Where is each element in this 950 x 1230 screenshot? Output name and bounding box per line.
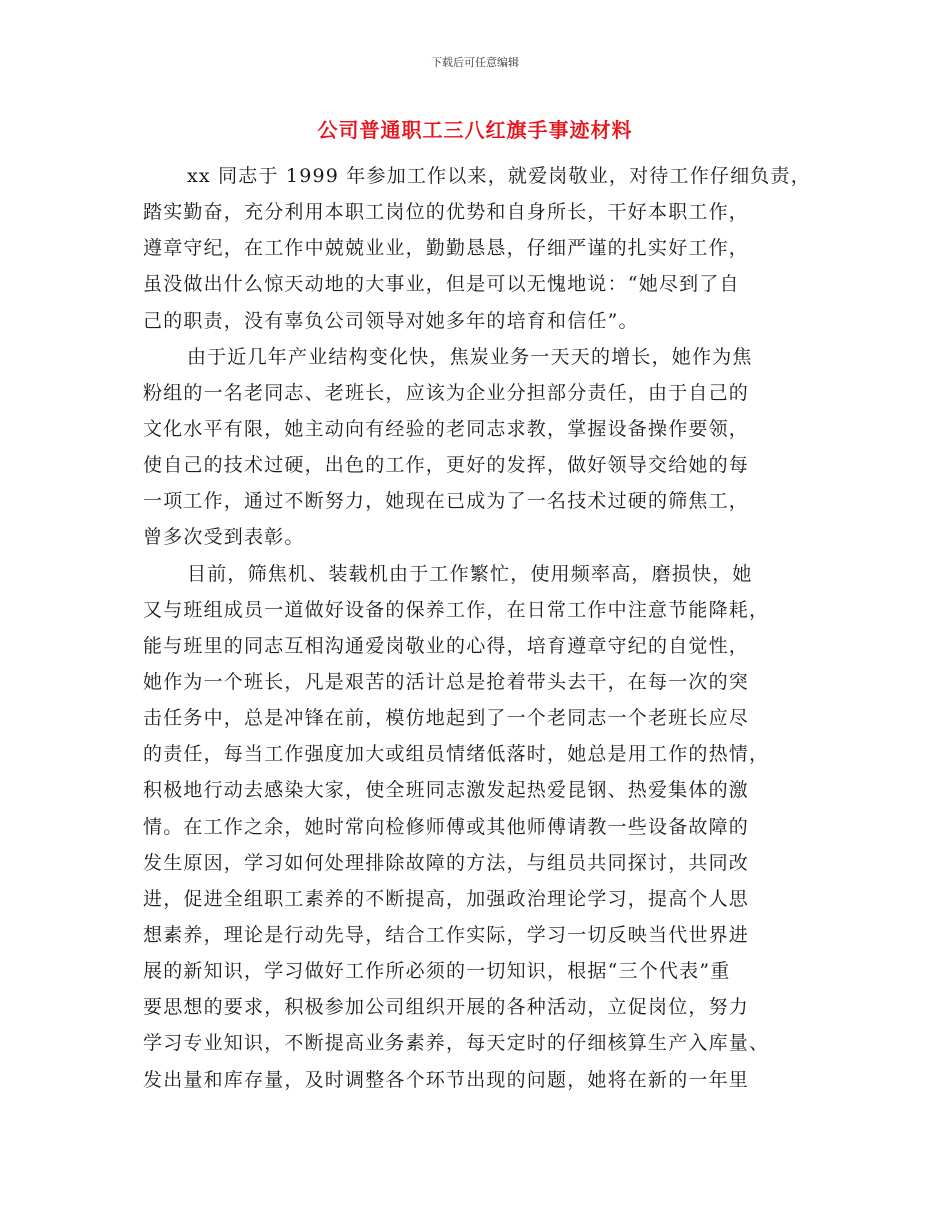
body-line: 的责任，每当工作强度加大或组员情绪低落时，她总是用工作的热情， xyxy=(143,743,770,766)
body-line: 遵章守纪，在工作中兢兢业业，勤勤恳恳，仔细严谨的扎实好工作， xyxy=(143,237,750,260)
body-line: 虽没做出什么惊天动地的大事业，但是可以无愧地说：“她尽到了自 xyxy=(143,273,740,296)
body-line: xx 同志于 1999 年参加工作以来，就爱岗敬业，对待工作仔细负责， xyxy=(187,165,811,187)
body-line: 粉组的一名老同志、老班长，应该为企业分担部分责任，由于自己的 xyxy=(143,381,750,404)
body-line: 踏实勤奋，充分利用本职工岗位的优势和自身所长，干好本职工作， xyxy=(143,201,750,224)
document-title: 公司普通职工三八红旗手事迹材料 xyxy=(317,118,633,142)
body-line: 进，促进全组职工素养的不断提高，加强政治理论学习，提高个人思 xyxy=(143,887,750,910)
document-body xyxy=(143,158,843,1098)
body-line: 学习专业知识，不断提高业务素养，每天定时的仔细核算生产入库量、 xyxy=(143,1032,770,1055)
body-line: 一项工作，通过不断努力，她现在已成为了一名技术过硬的筛焦工， xyxy=(143,490,750,513)
body-line: 发出量和库存量，及时调整各个环节出现的问题，她将在新的一年里 xyxy=(143,1068,750,1091)
body-line: 发生原因，学习如何处理排除故障的方法，与组员共同探讨，共同改 xyxy=(143,851,750,874)
body-line: 情。在工作之余，她时常向检修师傅或其他师傅请教一些设备故障的 xyxy=(143,815,750,838)
body-line: 击任务中，总是冲锋在前，模仿地起到了一个老同志一个老班长应尽 xyxy=(143,707,750,730)
body-line: 展的新知识，学习做好工作所必须的一切知识，根据“三个代表”重 xyxy=(143,960,731,983)
body-line: 她作为一个班长，凡是艰苦的活计总是抢着带头去干，在每一次的突 xyxy=(143,670,750,693)
body-line: 使自己的技术过硬，出色的工作，更好的发挥，做好领导交给她的每 xyxy=(143,454,750,477)
body-line: 积极地行动去感染大家，使全班同志激发起热爱昆钢、热爱集体的激 xyxy=(143,779,750,802)
body-line: 要思想的要求，积极参加公司组织开展的各种活动，立促岗位，努力 xyxy=(143,996,750,1019)
body-line: 能与班里的同志互相沟通爱岗敬业的心得，培育遵章守纪的自觉性， xyxy=(143,634,750,657)
header-note: 下载后可任意编辑 xyxy=(431,56,519,69)
body-line: 曾多次受到表彰。 xyxy=(143,526,305,549)
body-line: 目前，筛焦机、装载机由于工作繁忙，使用频率高，磨损快，她 xyxy=(187,562,753,585)
body-line: 由于近几年产业结构变化快，焦炭业务一天天的增长，她作为焦 xyxy=(187,345,753,368)
body-line: 想素养，理论是行动先导，结合工作实际，学习一切反映当代世界进 xyxy=(143,923,750,946)
body-line: 己的职责，没有辜负公司领导对她多年的培育和信任”。 xyxy=(143,309,639,332)
body-line: 文化水平有限，她主动向有经验的老同志求教，掌握设备操作要领， xyxy=(143,417,750,440)
body-line: 又与班组成员一道做好设备的保养工作，在日常工作中注意节能降耗， xyxy=(143,598,770,621)
